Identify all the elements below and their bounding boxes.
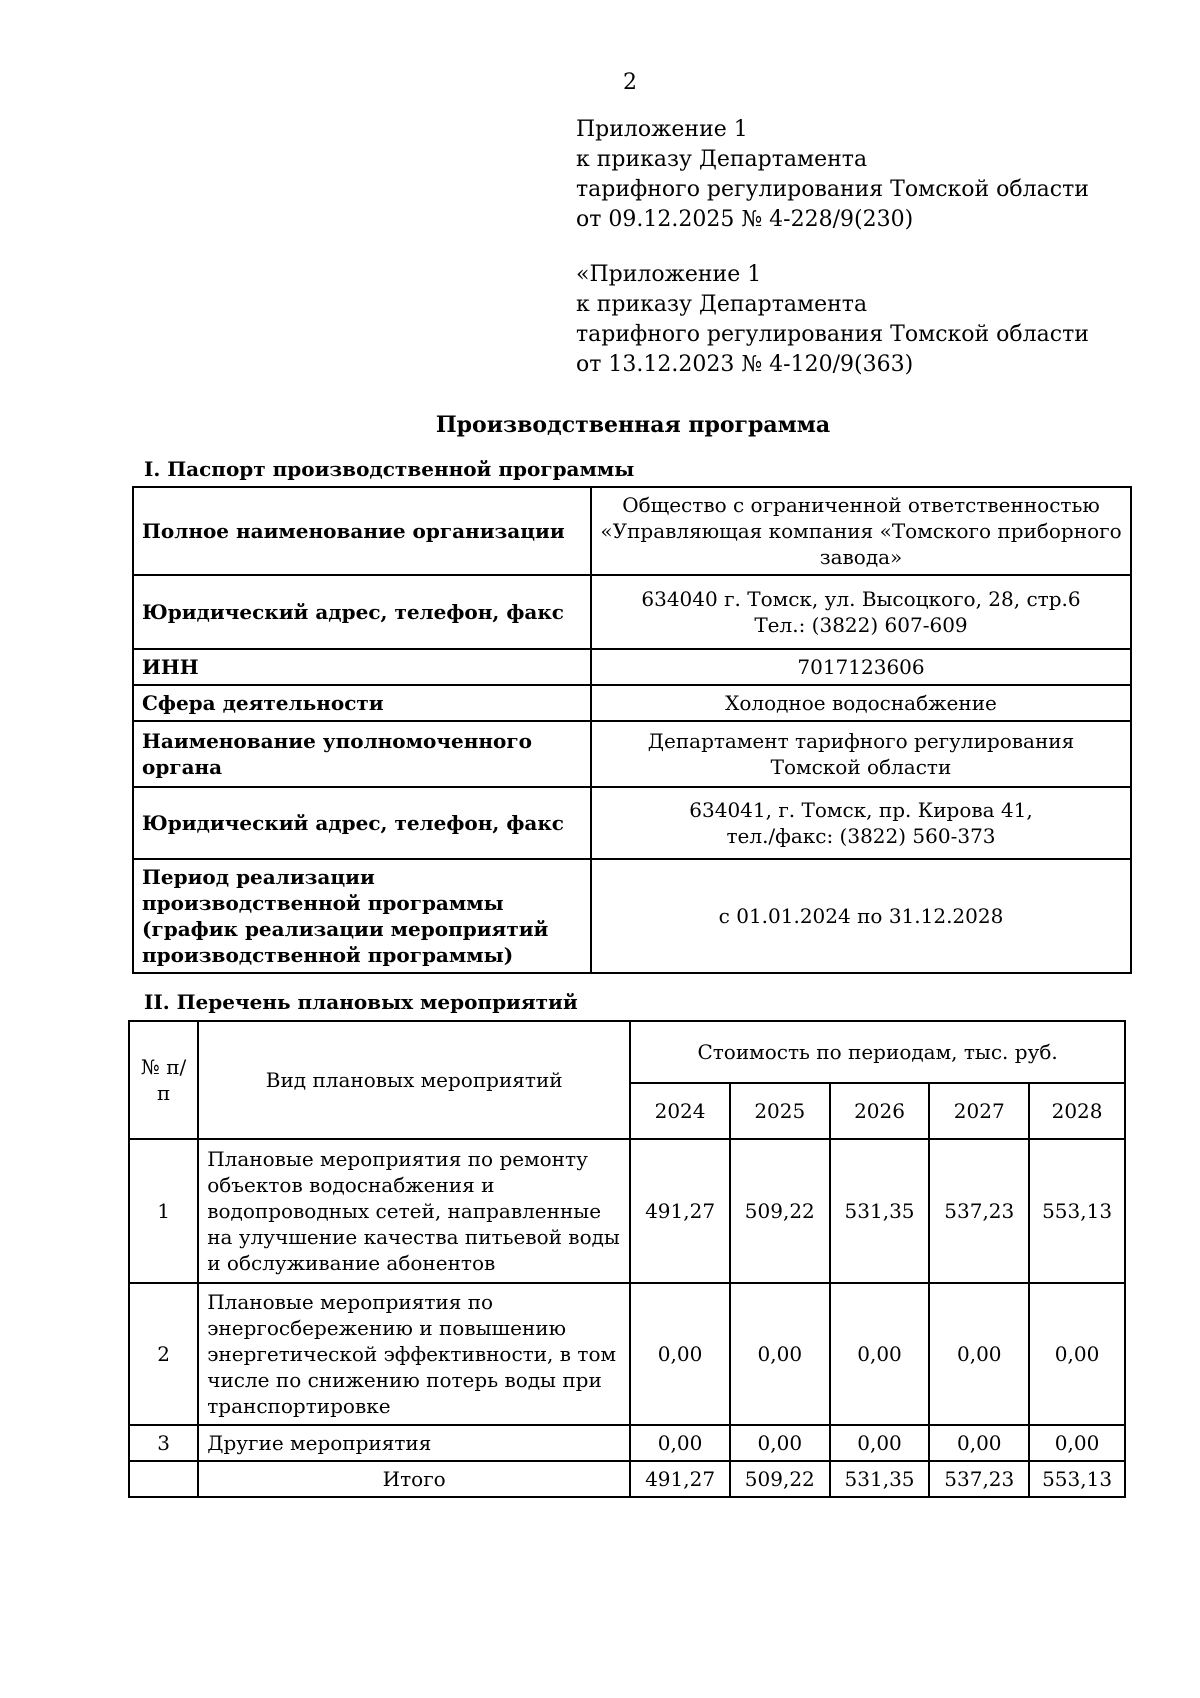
passport-label: ИНН: [133, 649, 591, 685]
value-line: Общество с ограниченной ответственностью: [622, 493, 1100, 517]
cost-cell: 0,00: [929, 1425, 1029, 1461]
desc-line: и обслуживание абонентов: [207, 1251, 496, 1275]
passport-label: Полное наименование организации: [133, 487, 591, 575]
desc-line: Плановые мероприятия по: [207, 1290, 494, 1314]
passport-value: [591, 721, 1131, 787]
row-number: 3: [129, 1425, 198, 1461]
passport-row: [133, 787, 1131, 859]
table-row: [129, 1139, 1125, 1283]
total-label: Итого: [198, 1461, 630, 1497]
cost-cell: 0,00: [929, 1283, 1029, 1425]
cost-cell: 553,13: [1029, 1139, 1125, 1283]
value-line: тел./факс: (3822) 560-373: [726, 824, 996, 848]
cost-cell: 491,27: [630, 1139, 730, 1283]
desc-line: энергетической эффективности, в том: [207, 1342, 617, 1366]
appendix-header-current: [576, 115, 1176, 235]
passport-row: [133, 487, 1131, 575]
appendix-line: Приложение 1: [576, 117, 748, 142]
cost-cell: 0,00: [730, 1283, 830, 1425]
passport-row: [133, 721, 1131, 787]
desc-line: на улучшение качества питьевой воды: [207, 1225, 620, 1249]
year-header: 2024: [630, 1083, 730, 1139]
cost-cell: 0,00: [830, 1425, 930, 1461]
passport-label: Юридический адрес, телефон, факс: [133, 787, 591, 859]
total-cell: 537,23: [929, 1461, 1029, 1497]
passport-value: [591, 487, 1131, 575]
appendix-line: от 09.12.2025 № 4-228/9(230): [576, 207, 914, 232]
desc-line: объектов водоснабжения и: [207, 1173, 495, 1197]
value-line: завода»: [819, 545, 903, 569]
appendix-line: к приказу Департамента: [576, 292, 868, 317]
value-line: Тел.: (3822) 607-609: [754, 613, 968, 637]
passport-value: [591, 575, 1131, 649]
col-header-cost: Стоимость по периодам, тыс. руб.: [630, 1021, 1125, 1083]
passport-label: Наименование уполномоченного органа: [133, 721, 591, 787]
desc-line: транспортировке: [207, 1394, 391, 1418]
value-line: Томской области: [770, 755, 952, 779]
desc-line: водопроводных сетей, направленные: [207, 1199, 602, 1223]
section-1-title: I. Паспорт производственной программы: [144, 457, 635, 481]
cost-cell: 0,00: [630, 1425, 730, 1461]
section-2-title: II. Перечень плановых мероприятий: [144, 990, 578, 1014]
value-line: с 01.01.2024 по 31.12.2028: [718, 904, 1004, 928]
year-header: 2026: [830, 1083, 930, 1139]
year-header: 2027: [929, 1083, 1029, 1139]
value-line: Департамент тарифного регулирования: [647, 729, 1075, 753]
desc-line: числе по снижению потерь воды при: [207, 1368, 602, 1392]
passport-row: [133, 575, 1131, 649]
passport-label: Период реализации производственной программы (график реализации мероприятий производственной программы): [133, 859, 591, 973]
year-header: 2025: [730, 1083, 830, 1139]
cost-cell: 0,00: [1029, 1283, 1125, 1425]
total-empty-cell: [129, 1461, 198, 1497]
measures-table: [128, 1020, 1126, 1498]
passport-table: [132, 486, 1132, 974]
row-description: [198, 1425, 630, 1461]
value-line: «Управляющая компания «Томского приборного: [600, 519, 1122, 543]
appendix-line: тарифного регулирования Томской области: [576, 322, 1089, 347]
total-cell: 553,13: [1029, 1461, 1125, 1497]
appendix-line: тарифного регулирования Томской области: [576, 177, 1089, 202]
passport-row: [133, 649, 1131, 685]
cost-cell: 509,22: [730, 1139, 830, 1283]
col-header-type: Вид плановых мероприятий: [198, 1021, 630, 1139]
desc-line: энергосбережению и повышению: [207, 1316, 567, 1340]
total-row: [129, 1461, 1125, 1497]
appendix-header-original: [576, 260, 1176, 380]
cost-cell: 537,23: [929, 1139, 1029, 1283]
cost-cell: 0,00: [730, 1425, 830, 1461]
cost-cell: 0,00: [830, 1283, 930, 1425]
table-row: [129, 1425, 1125, 1461]
header-row: [129, 1021, 1125, 1083]
appendix-line: «Приложение 1: [576, 262, 762, 287]
row-description: [198, 1283, 630, 1425]
col-header-no: № п/п: [129, 1021, 198, 1139]
passport-value: [591, 859, 1131, 973]
passport-label: Юридический адрес, телефон, факс: [133, 575, 591, 649]
value-line: 634041, г. Томск, пр. Кирова 41,: [689, 798, 1033, 822]
cost-cell: 531,35: [830, 1139, 930, 1283]
table-row: [129, 1283, 1125, 1425]
row-description: [198, 1139, 630, 1283]
row-number: 2: [129, 1283, 198, 1425]
row-number: 1: [129, 1139, 198, 1283]
passport-value: [591, 787, 1131, 859]
appendix-line: к приказу Департамента: [576, 147, 868, 172]
cost-cell: 0,00: [1029, 1425, 1125, 1461]
total-cell: 491,27: [630, 1461, 730, 1497]
page-number: 2: [623, 70, 637, 95]
cost-cell: 0,00: [630, 1283, 730, 1425]
value-line: Холодное водоснабжение: [725, 691, 997, 715]
value-line: 634040 г. Томск, ул. Высоцкого, 28, стр.6: [641, 587, 1081, 611]
desc-line: Плановые мероприятия по ремонту: [207, 1147, 588, 1171]
appendix-line: от 13.12.2023 № 4-120/9(363): [576, 352, 914, 377]
document-title: Производственная программа: [435, 412, 831, 438]
passport-label: Сфера деятельности: [133, 685, 591, 721]
total-cell: 531,35: [830, 1461, 930, 1497]
passport-value: [591, 649, 1131, 685]
value-line: 7017123606: [797, 655, 925, 679]
passport-value: [591, 685, 1131, 721]
passport-row: [133, 685, 1131, 721]
year-header: 2028: [1029, 1083, 1125, 1139]
total-cell: 509,22: [730, 1461, 830, 1497]
passport-row: [133, 859, 1131, 973]
desc-line: Другие мероприятия: [207, 1431, 432, 1455]
